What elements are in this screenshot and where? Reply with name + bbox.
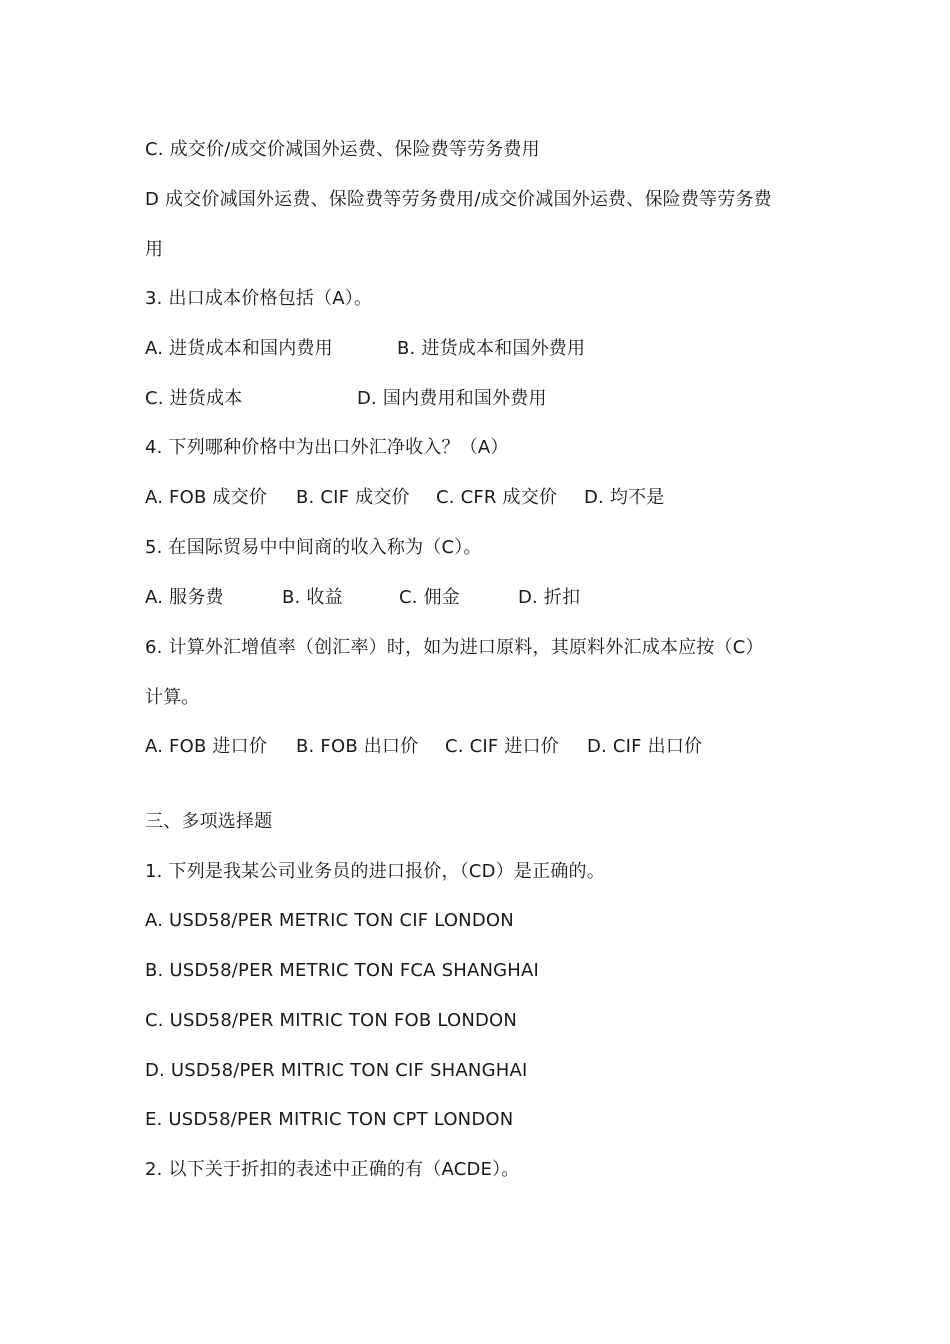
q3-option-d: D. 国内费用和国外费用 <box>357 388 547 409</box>
question-6: 6. 计算外汇增值率（创汇率）时，如为进口原料，其原料外汇成本应按（C） <box>145 637 764 658</box>
question-4-options <box>145 486 845 510</box>
option-line-d-cont: 用 <box>145 239 164 260</box>
section-heading-multiple-choice: 三、多项选择题 <box>145 811 273 832</box>
multi-q1-option-c: C. USD58/PER MITRIC TON FOB LONDON <box>145 1010 518 1031</box>
question-3: 3. 出口成本价格包括（A）。 <box>145 288 373 309</box>
question-5: 5. 在国际贸易中中间商的收入称为（C）。 <box>145 537 482 558</box>
q3-option-c: C. 进货成本 <box>145 388 243 409</box>
q4-option-c: C. CFR 成交价 <box>436 487 558 508</box>
multi-question-2: 2. 以下关于折扣的表述中正确的有（ACDE）。 <box>145 1159 520 1180</box>
q6-option-b: B. FOB 出口价 <box>296 736 419 757</box>
q6-option-d: D. CIF 出口价 <box>587 736 703 757</box>
question-3-options-row2 <box>145 387 845 411</box>
option-line-d: D 成交价减国外运费、保险费等劳务费用/成交价减国外运费、保险费等劳务费 <box>145 189 772 210</box>
question-3-options-row1 <box>145 337 845 361</box>
q6-option-a: A. FOB 进口价 <box>145 736 268 757</box>
question-6-cont: 计算。 <box>145 687 200 708</box>
q4-option-a: A. FOB 成交价 <box>145 487 268 508</box>
q5-option-c: C. 佣金 <box>399 587 461 608</box>
question-5-options <box>145 586 845 610</box>
multi-q1-option-b: B. USD58/PER METRIC TON FCA SHANGHAI <box>145 960 540 981</box>
question-4: 4. 下列哪种价格中为出口外汇净收入？（A） <box>145 437 509 458</box>
q5-option-d: D. 折扣 <box>518 587 581 608</box>
multi-q1-option-e: E. USD58/PER MITRIC TON CPT LONDON <box>145 1109 514 1130</box>
q5-option-b: B. 收益 <box>282 587 343 608</box>
multi-q1-option-d: D. USD58/PER MITRIC TON CIF SHANGHAI <box>145 1060 528 1081</box>
option-line-c: C. 成交价/成交价减国外运费、保险费等劳务费用 <box>145 139 540 160</box>
q5-option-a: A. 服务费 <box>145 587 224 608</box>
question-6-options <box>145 735 845 759</box>
q6-option-c: C. CIF 进口价 <box>445 736 559 757</box>
q4-option-b: B. CIF 成交价 <box>296 487 410 508</box>
multi-question-1: 1. 下列是我某公司业务员的进口报价，（CD）是正确的。 <box>145 861 605 882</box>
q3-option-b: B. 进货成本和国外费用 <box>397 338 586 359</box>
q3-option-a: A. 进货成本和国内费用 <box>145 338 333 359</box>
multi-q1-option-a: A. USD58/PER METRIC TON CIF LONDON <box>145 910 514 931</box>
q4-option-d: D. 均不是 <box>584 487 665 508</box>
